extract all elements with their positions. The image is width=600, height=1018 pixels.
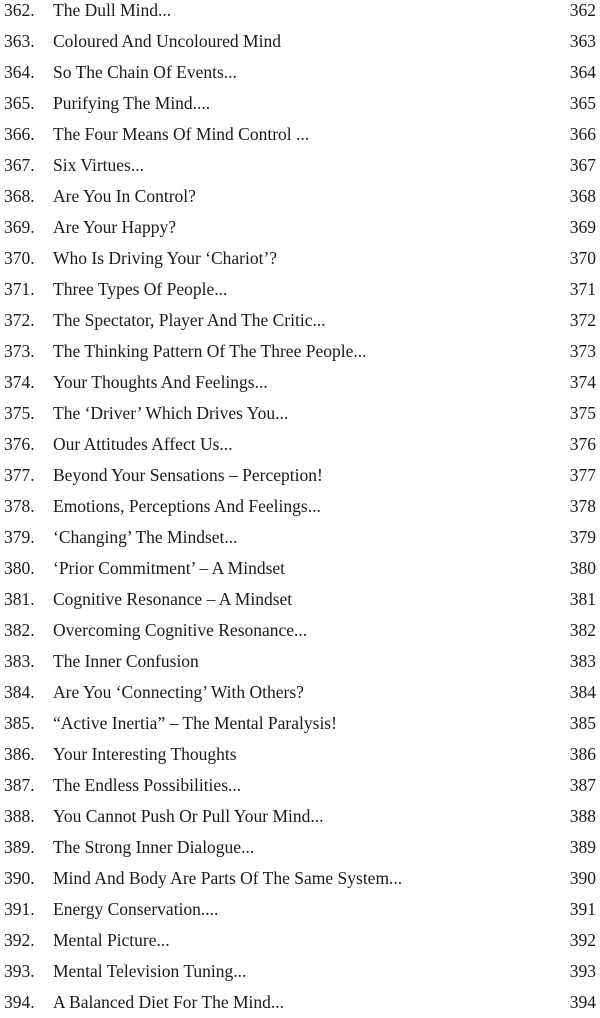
toc-entry bbox=[0, 181, 600, 212]
entry-title: Coloured And Uncoloured Mind bbox=[53, 31, 281, 51]
entry-number: 372. bbox=[4, 310, 35, 330]
entry-number: 368. bbox=[4, 186, 35, 206]
toc-entry bbox=[0, 894, 600, 925]
entry-number: 375. bbox=[4, 403, 35, 423]
toc-entry bbox=[0, 398, 600, 429]
entry-title: The ‘Driver’ Which Drives You... bbox=[53, 403, 289, 423]
toc-entry bbox=[0, 26, 600, 57]
entry-number: 367. bbox=[4, 155, 35, 175]
toc-entry bbox=[0, 150, 600, 181]
entry-page-number: 387 bbox=[569, 775, 596, 795]
toc-entry bbox=[0, 460, 600, 491]
entry-number: 390. bbox=[4, 868, 35, 888]
toc-entry bbox=[0, 801, 600, 832]
toc-entry bbox=[0, 553, 600, 584]
entry-number: 388. bbox=[4, 806, 35, 826]
entry-title: The Thinking Pattern Of The Three People... bbox=[53, 341, 367, 361]
entry-page-number: 390 bbox=[569, 868, 596, 888]
entry-title: The Dull Mind... bbox=[53, 0, 172, 20]
entry-page-number: 386 bbox=[569, 744, 596, 764]
entry-page-number: 379 bbox=[569, 527, 596, 547]
toc-entry bbox=[0, 708, 600, 739]
entry-page-number: 388 bbox=[569, 806, 596, 826]
entry-title: You Cannot Push Or Pull Your Mind... bbox=[53, 806, 324, 826]
entry-page-number: 368 bbox=[569, 186, 596, 206]
entry-title: The Strong Inner Dialogue... bbox=[53, 837, 255, 857]
toc-entry bbox=[0, 677, 600, 708]
entry-title: Six Virtues... bbox=[53, 155, 144, 175]
entry-title: Are You In Control? bbox=[53, 186, 196, 206]
toc-entry bbox=[0, 88, 600, 119]
entry-title: Energy Conservation.... bbox=[53, 899, 219, 919]
toc-entry bbox=[0, 119, 600, 150]
entry-number: 393. bbox=[4, 961, 35, 981]
entry-page-number: 393 bbox=[569, 961, 596, 981]
entry-title: Emotions, Perceptions And Feelings... bbox=[53, 496, 321, 516]
entry-number: 381. bbox=[4, 589, 35, 609]
entry-title: ‘Prior Commitment’ – A Mindset bbox=[53, 558, 286, 578]
entry-number: 394. bbox=[4, 992, 35, 1012]
toc-entry bbox=[0, 305, 600, 336]
entry-title: Our Attitudes Affect Us... bbox=[53, 434, 233, 454]
entry-page-number: 382 bbox=[569, 620, 596, 640]
entry-number: 384. bbox=[4, 682, 35, 702]
entry-number: 383. bbox=[4, 651, 35, 671]
entry-page-number: 383 bbox=[569, 651, 596, 671]
entry-page-number: 374 bbox=[569, 372, 596, 392]
entry-title: Mental Television Tuning... bbox=[53, 961, 247, 981]
entry-page-number: 377 bbox=[569, 465, 596, 485]
entry-number: 366. bbox=[4, 124, 35, 144]
entry-number: 391. bbox=[4, 899, 35, 919]
entry-page-number: 370 bbox=[569, 248, 596, 268]
entry-number: 369. bbox=[4, 217, 35, 237]
toc-entry bbox=[0, 367, 600, 398]
entry-title: Three Types Of People... bbox=[53, 279, 228, 299]
entry-page-number: 367 bbox=[569, 155, 596, 175]
entry-title: Your Interesting Thoughts bbox=[53, 744, 237, 764]
toc-entry bbox=[0, 987, 600, 1018]
toc-entry bbox=[0, 491, 600, 522]
entry-title: So The Chain Of Events... bbox=[53, 62, 237, 82]
toc-entry bbox=[0, 212, 600, 243]
entry-title: Are You ‘Connecting’ With Others? bbox=[53, 682, 304, 702]
entry-page-number: 372 bbox=[569, 310, 596, 330]
entry-title: Are Your Happy? bbox=[53, 217, 176, 237]
entry-number: 363. bbox=[4, 31, 35, 51]
entry-title: Who Is Driving Your ‘Chariot’? bbox=[53, 248, 278, 268]
entry-title: Mind And Body Are Parts Of The Same System... bbox=[53, 868, 403, 888]
entry-page-number: 369 bbox=[569, 217, 596, 237]
entry-page-number: 385 bbox=[569, 713, 596, 733]
entry-number: 378. bbox=[4, 496, 35, 516]
entry-page-number: 363 bbox=[569, 31, 596, 51]
toc-entry bbox=[0, 739, 600, 770]
toc-entry bbox=[0, 336, 600, 367]
entry-page-number: 365 bbox=[569, 93, 596, 113]
toc-entry bbox=[0, 646, 600, 677]
entry-title: ‘Changing’ The Mindset... bbox=[53, 527, 238, 547]
entry-page-number: 394 bbox=[569, 992, 596, 1012]
toc-entry bbox=[0, 0, 600, 26]
entry-title: The Four Means Of Mind Control ... bbox=[53, 124, 310, 144]
entry-number: 376. bbox=[4, 434, 35, 454]
entry-number: 364. bbox=[4, 62, 35, 82]
entry-title: A Balanced Diet For The Mind... bbox=[53, 992, 285, 1012]
entry-number: 380. bbox=[4, 558, 35, 578]
entry-page-number: 373 bbox=[569, 341, 596, 361]
entry-page-number: 391 bbox=[569, 899, 596, 919]
toc-entry bbox=[0, 956, 600, 987]
entry-page-number: 380 bbox=[569, 558, 596, 578]
entry-number: 374. bbox=[4, 372, 35, 392]
entry-title: Beyond Your Sensations – Perception! bbox=[53, 465, 323, 485]
entry-number: 365. bbox=[4, 93, 35, 113]
entry-page-number: 375 bbox=[569, 403, 596, 423]
entry-number: 387. bbox=[4, 775, 35, 795]
entry-page-number: 392 bbox=[569, 930, 596, 950]
entry-number: 385. bbox=[4, 713, 35, 733]
entry-title: Cognitive Resonance – A Mindset bbox=[53, 589, 293, 609]
entry-number: 389. bbox=[4, 837, 35, 857]
entry-number: 392. bbox=[4, 930, 35, 950]
entry-title: Overcoming Cognitive Resonance... bbox=[53, 620, 308, 640]
toc-entry bbox=[0, 615, 600, 646]
entry-number: 377. bbox=[4, 465, 35, 485]
entry-page-number: 376 bbox=[569, 434, 596, 454]
entry-number: 370. bbox=[4, 248, 35, 268]
entry-number: 386. bbox=[4, 744, 35, 764]
toc-entry bbox=[0, 863, 600, 894]
entry-number: 371. bbox=[4, 279, 35, 299]
toc-entry bbox=[0, 770, 600, 801]
entry-page-number: 378 bbox=[569, 496, 596, 516]
toc-entry bbox=[0, 429, 600, 460]
entry-page-number: 366 bbox=[569, 124, 596, 144]
toc-entry bbox=[0, 522, 600, 553]
entry-page-number: 362 bbox=[569, 0, 596, 20]
toc-entry bbox=[0, 584, 600, 615]
entry-number: 379. bbox=[4, 527, 35, 547]
entry-number: 373. bbox=[4, 341, 35, 361]
entry-title: “Active Inertia” – The Mental Paralysis! bbox=[53, 713, 337, 733]
entry-title: Mental Picture... bbox=[53, 930, 170, 950]
toc-entry bbox=[0, 832, 600, 863]
entry-title: The Endless Possibilities... bbox=[53, 775, 242, 795]
entry-title: Your Thoughts And Feelings... bbox=[53, 372, 268, 392]
entry-title: The Inner Confusion bbox=[53, 651, 199, 671]
toc-entry bbox=[0, 243, 600, 274]
entry-number: 382. bbox=[4, 620, 35, 640]
toc-entry bbox=[0, 274, 600, 305]
entry-number: 362. bbox=[4, 0, 35, 20]
entry-page-number: 389 bbox=[569, 837, 596, 857]
entry-page-number: 371 bbox=[569, 279, 596, 299]
entry-page-number: 384 bbox=[569, 682, 596, 702]
entry-title: Purifying The Mind.... bbox=[53, 93, 211, 113]
entry-title: The Spectator, Player And The Critic... bbox=[53, 310, 326, 330]
entry-page-number: 364 bbox=[569, 62, 596, 82]
toc-entry bbox=[0, 925, 600, 956]
toc-entry bbox=[0, 57, 600, 88]
entry-page-number: 381 bbox=[569, 589, 596, 609]
